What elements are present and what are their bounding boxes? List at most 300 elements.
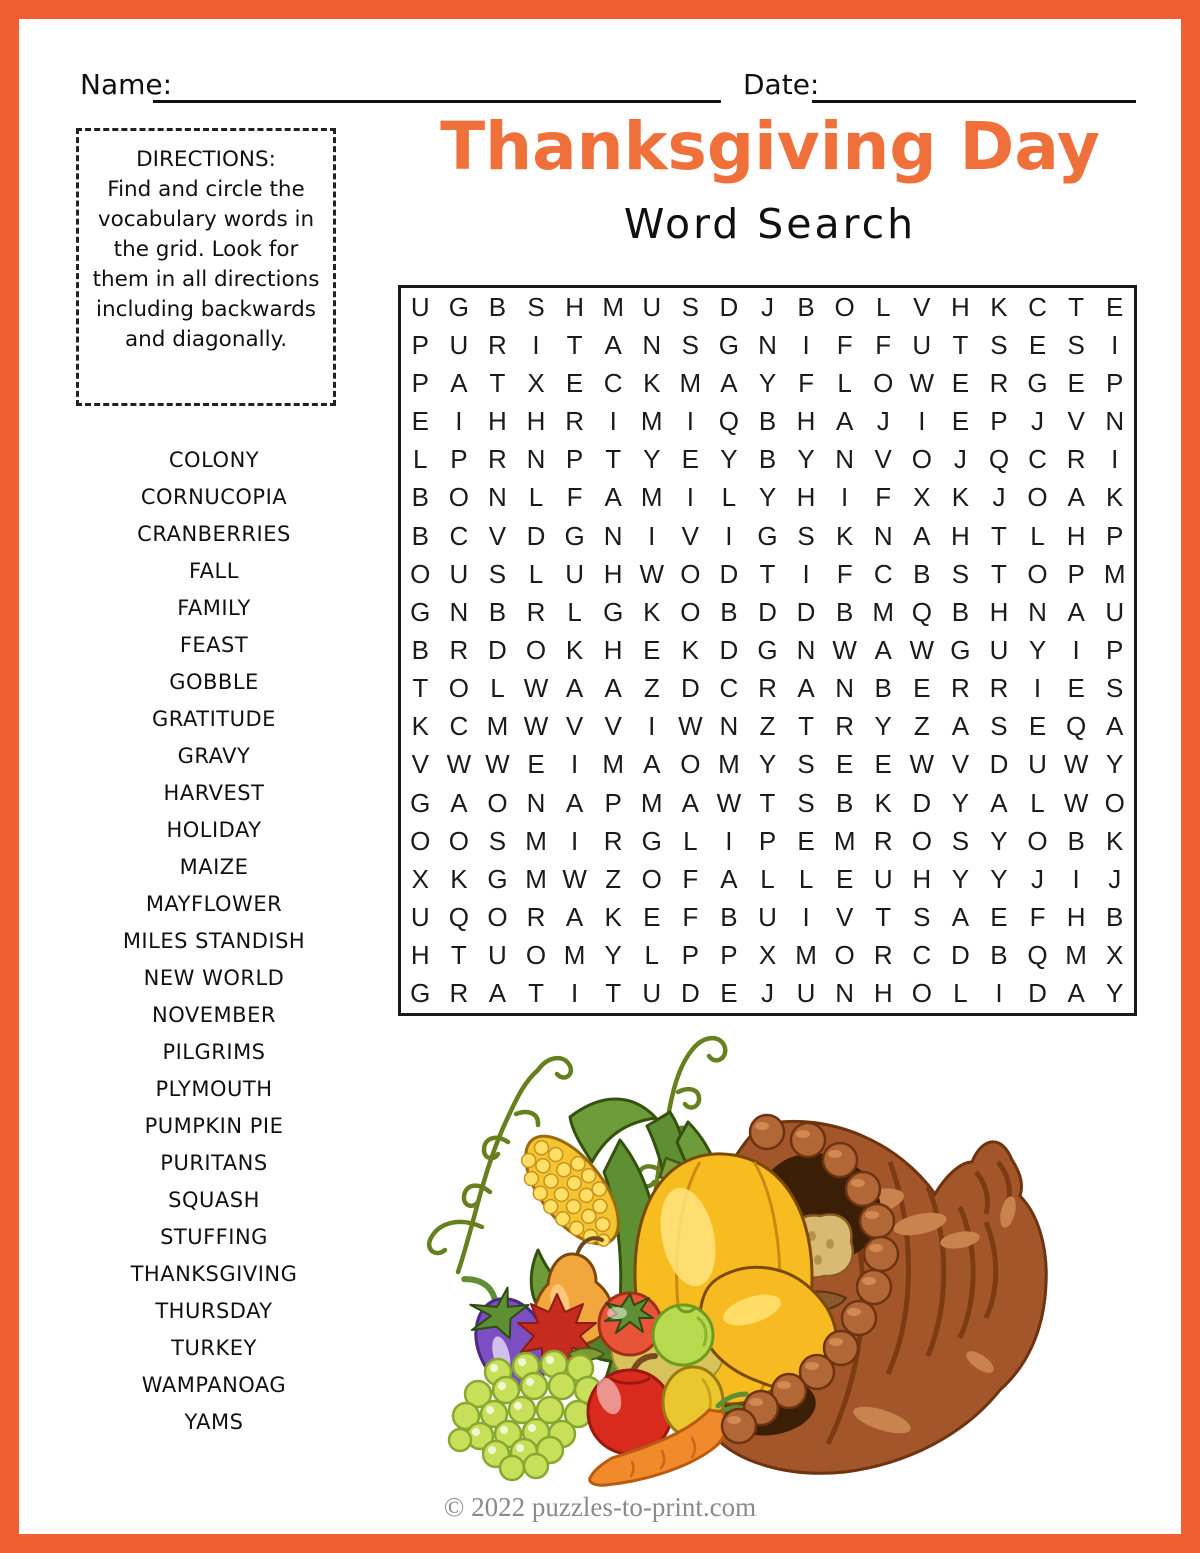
grid-cell-r3c9: A	[720, 367, 738, 398]
grid-cell-r12c19: A	[1106, 711, 1124, 742]
grid-cell-r18c11: M	[795, 940, 817, 971]
grid-cell-r4c18: V	[1067, 406, 1085, 437]
grid-cell-r6c17: O	[1027, 482, 1048, 513]
grid-cell-r17c17: F	[1029, 902, 1046, 933]
grid-cell-r6c5: F	[566, 482, 583, 513]
grid-cell-r2c7: N	[642, 329, 662, 360]
grid-cell-r1c9: D	[719, 291, 739, 322]
grid-cell-r12c8: W	[678, 711, 703, 742]
grid-cell-r13c4: E	[527, 749, 545, 780]
grid-cell-r13c18: W	[1063, 749, 1089, 780]
grid-cell-r6c6: A	[604, 482, 622, 513]
grid-cell-r5c17: C	[1028, 444, 1047, 475]
word-list-item: SQUASH	[168, 1188, 260, 1212]
grid-cell-r9c15: B	[951, 596, 970, 627]
grid-cell-r17c9: B	[720, 902, 738, 933]
grid-cell-r8c8: O	[680, 558, 701, 589]
grid-cell-r10c7: E	[643, 634, 661, 665]
grid-cell-r9c4: R	[526, 596, 546, 627]
grid-cell-r19c5: I	[570, 978, 579, 1009]
grid-cell-r8c1: O	[410, 558, 431, 589]
grid-cell-r5c13: V	[874, 444, 892, 475]
grid-cell-r14c7: M	[640, 787, 663, 818]
grid-cell-r1c15: H	[950, 291, 970, 322]
grid-cell-r11c11: A	[797, 673, 815, 704]
grid-cell-r12c14: Z	[913, 711, 930, 742]
grid-cell-r1c10: J	[760, 291, 774, 322]
grid-cell-r12c3: M	[486, 711, 509, 742]
directions-box	[76, 128, 336, 406]
grid-cell-r1c6: M	[602, 291, 625, 322]
word-list-item: WAMPANOAG	[141, 1373, 287, 1397]
grid-cell-r5c6: T	[605, 444, 622, 475]
grid-cell-r10c19: P	[1106, 634, 1124, 665]
grid-cell-r19c19: Y	[1106, 978, 1124, 1009]
grid-cell-r3c16: R	[989, 367, 1009, 398]
word-list-item: YAMS	[184, 1410, 244, 1434]
date-label: Date:	[743, 68, 820, 101]
grid-cell-r6c13: F	[875, 482, 892, 513]
grid-cell-r4c8: I	[686, 406, 694, 437]
grid-cell-r5c12: N	[835, 444, 855, 475]
grid-cell-r3c3: T	[489, 367, 506, 398]
grid-cell-r17c16: E	[990, 902, 1008, 933]
grid-cell-r17c15: A	[951, 902, 970, 933]
grid-cell-r12c17: E	[1028, 711, 1047, 742]
grid-cell-r2c17: E	[1028, 329, 1047, 360]
grid-cell-r5c11: Y	[797, 444, 815, 475]
grid-cell-r5c10: B	[758, 444, 777, 475]
grid-cell-r14c12: B	[835, 787, 854, 818]
grid-cell-r1c5: H	[565, 291, 584, 322]
grapes-icon	[449, 1348, 604, 1480]
grid-cell-r6c19: K	[1106, 482, 1124, 513]
grid-cell-r6c14: X	[913, 482, 931, 513]
grid-cell-r11c12: N	[835, 673, 855, 704]
grid-cell-r11c1: T	[412, 673, 429, 704]
grid-cell-r11c15: R	[950, 673, 970, 704]
grid-cell-r8c17: O	[1027, 558, 1048, 589]
grid-cell-r4c10: B	[758, 406, 777, 437]
grid-cell-r8c5: U	[565, 558, 584, 589]
grid-cell-r2c3: R	[488, 329, 507, 360]
grid-cell-r3c4: X	[527, 367, 545, 398]
grid-cell-r17c11: I	[802, 902, 810, 933]
grid-cell-r1c4: S	[527, 291, 545, 322]
grid-cell-r7c14: A	[913, 520, 931, 551]
green-apple-icon	[653, 1305, 713, 1365]
grid-cell-r4c4: H	[526, 406, 546, 437]
grid-cell-r4c7: M	[640, 406, 663, 437]
grid-cell-r19c18: A	[1067, 978, 1085, 1009]
grid-cell-r13c19: Y	[1106, 749, 1124, 780]
grid-cell-r3c7: K	[643, 367, 661, 398]
word-list-item: CRANBERRIES	[137, 522, 291, 546]
word-list-item: STUFFING	[160, 1225, 268, 1249]
grid-cell-r2c16: S	[990, 329, 1008, 360]
word-list-item: COLONY	[168, 448, 260, 472]
grid-cell-r9c9: B	[720, 596, 738, 627]
grid-cell-r15c19: K	[1106, 825, 1124, 856]
grid-cell-r18c2: T	[450, 940, 467, 971]
grid-cell-r19c16: I	[995, 978, 1003, 1009]
grid-cell-r7c16: T	[991, 520, 1007, 551]
grid-cell-r7c15: H	[950, 520, 970, 551]
grid-cell-r9c17: N	[1028, 596, 1047, 627]
grid-cell-r14c5: A	[565, 787, 584, 818]
grid-cell-r10c9: D	[719, 634, 739, 665]
grid-cell-r7c18: H	[1066, 520, 1086, 551]
grid-cell-r8c16: T	[991, 558, 1007, 589]
grid-cell-r17c2: Q	[448, 902, 469, 933]
grid-cell-r18c8: P	[681, 940, 699, 971]
grid-cell-r15c17: O	[1027, 825, 1048, 856]
grid-cell-r4c6: I	[609, 406, 617, 437]
grid-cell-r3c14: W	[909, 367, 935, 398]
grid-cell-r9c7: K	[643, 596, 661, 627]
grid-cell-r12c16: S	[990, 711, 1008, 742]
grid-cell-r18c15: D	[950, 940, 970, 971]
grid-cell-r17c7: E	[643, 902, 661, 933]
grid-cell-r1c19: E	[1106, 291, 1124, 322]
grid-cell-r5c3: R	[488, 444, 507, 475]
grid-cell-r5c9: Y	[720, 444, 738, 475]
grid-cell-r3c8: M	[679, 367, 702, 398]
grid-cell-r17c12: V	[835, 902, 854, 933]
grid-cell-r10c10: G	[757, 634, 778, 665]
grid-cell-r9c18: A	[1067, 596, 1085, 627]
grid-cell-r13c17: U	[1028, 749, 1047, 780]
grid-cell-r3c12: L	[837, 367, 852, 398]
grid-cell-r10c5: K	[565, 634, 584, 665]
cornucopia-illustration	[420, 1022, 1050, 1487]
grid-cell-r10c1: B	[411, 634, 429, 665]
date-blank-line	[812, 68, 1136, 103]
grid-cell-r16c17: J	[1031, 863, 1045, 894]
grid-cell-r17c3: O	[487, 902, 508, 933]
grid-cell-r13c5: I	[570, 749, 579, 780]
grid-cell-r2c18: S	[1067, 329, 1085, 360]
grid-cell-r16c4: M	[525, 863, 547, 894]
word-list-item: FAMILY	[177, 596, 251, 620]
grid-cell-r4c16: P	[990, 406, 1008, 437]
grid-cell-r6c18: A	[1067, 482, 1085, 513]
grid-cell-r1c12: O	[834, 291, 855, 322]
grid-cell-r14c19: O	[1104, 787, 1125, 818]
grid-cell-r18c18: M	[1065, 940, 1087, 971]
grid-cell-r13c13: E	[874, 749, 892, 780]
grid-cell-r9c12: B	[835, 596, 854, 627]
grid-cell-r6c4: L	[528, 482, 544, 513]
grid-cell-r10c13: A	[874, 634, 892, 665]
grid-cell-r2c8: S	[681, 329, 699, 360]
grid-cell-r19c4: T	[528, 978, 544, 1009]
grid-cell-r12c18: Q	[1066, 711, 1087, 742]
grid-cell-r17c13: T	[875, 902, 892, 933]
grid-cell-r6c16: J	[992, 482, 1006, 513]
grid-cell-r14c15: Y	[951, 787, 970, 818]
grid-cell-r16c3: G	[487, 863, 508, 894]
grid-cell-r14c6: P	[604, 787, 622, 818]
grid-cell-r7c11: S	[797, 520, 815, 551]
grid-cell-r2c9: G	[718, 329, 740, 360]
grid-cell-r12c4: W	[523, 711, 549, 742]
grid-cell-r15c5: I	[570, 825, 579, 856]
grid-cell-r19c14: O	[911, 978, 932, 1009]
grid-cell-r16c13: U	[873, 863, 893, 894]
grid-cell-r15c10: P	[758, 825, 777, 856]
grid-cell-r12c9: N	[719, 711, 739, 742]
word-list-item: GOBBLE	[169, 670, 259, 694]
grid-cell-r10c2: R	[449, 634, 469, 665]
grid-cell-r18c9: P	[720, 940, 738, 971]
grid-cell-r15c1: O	[410, 825, 431, 856]
grid-cell-r4c15: E	[951, 406, 970, 437]
grid-cell-r15c11: E	[797, 825, 815, 856]
grid-cell-r19c12: N	[835, 978, 855, 1009]
grid-cell-r14c11: S	[797, 787, 815, 818]
grid-cell-r14c8: A	[681, 787, 699, 818]
grid-cell-r14c1: G	[410, 787, 431, 818]
name-label: Name:	[80, 68, 173, 101]
grid-cell-r6c11: H	[796, 482, 816, 513]
directions-text: Find and circle the vocabulary words in the grid. Look for them in all directions including backwards and diagonally.	[92, 177, 320, 352]
grid-cell-r2c6: A	[604, 329, 622, 360]
grid-cell-r6c10: Y	[758, 482, 777, 513]
grid-cell-r15c13: R	[873, 825, 893, 856]
grid-cell-r10c12: W	[832, 634, 857, 665]
grid-cell-r13c7: A	[643, 749, 661, 780]
grid-cell-r3c17: G	[1027, 367, 1048, 398]
grid-cell-r7c4: D	[526, 520, 546, 551]
grid-cell-r12c2: C	[449, 711, 469, 742]
grid-cell-r8c13: C	[873, 558, 893, 589]
grid-cell-r7c5: G	[564, 520, 585, 551]
grid-cell-r16c9: A	[720, 863, 738, 894]
grid-cell-r13c6: M	[602, 749, 625, 780]
grid-cell-r11c9: C	[719, 673, 739, 704]
grid-cell-r18c16: B	[990, 940, 1008, 971]
grid-cell-r12c7: I	[648, 711, 656, 742]
grid-cell-r13c3: W	[485, 749, 510, 780]
grid-cell-r14c2: A	[450, 787, 468, 818]
grid-cell-r8c10: T	[759, 558, 776, 589]
grid-cell-r11c3: L	[490, 673, 505, 704]
word-list-item: NOVEMBER	[152, 1003, 276, 1027]
grid-cell-r14c14: D	[912, 787, 932, 818]
name-blank-line	[153, 68, 721, 103]
grid-cell-r14c3: O	[487, 787, 508, 818]
grid-cell-r8c6: H	[603, 558, 623, 589]
grid-cell-r12c15: A	[951, 711, 970, 742]
grid-cell-r7c19: P	[1106, 520, 1124, 551]
grid-cell-r1c2: G	[448, 291, 469, 322]
grid-cell-r18c14: C	[912, 940, 932, 971]
grid-cell-r5c7: Y	[643, 444, 661, 475]
word-list-item: MAIZE	[179, 855, 249, 879]
grid-cell-r5c19: I	[1111, 444, 1119, 475]
word-search-grid	[398, 285, 1137, 1016]
grid-cell-r16c16: Y	[990, 863, 1008, 894]
grid-cell-r13c10: Y	[758, 749, 777, 780]
directions-heading: DIRECTIONS:	[136, 147, 276, 172]
grid-cell-r18c13: R	[873, 940, 893, 971]
grid-cell-r15c3: S	[488, 825, 507, 856]
grid-cell-r9c1: G	[410, 596, 431, 627]
word-list-item: PLYMOUTH	[155, 1077, 273, 1101]
grid-cell-r17c5: A	[565, 902, 584, 933]
grid-cell-r2c11: I	[802, 329, 810, 360]
grid-cell-r11c8: D	[680, 673, 700, 704]
grid-cell-r9c2: N	[449, 596, 469, 627]
grid-cell-r13c16: D	[989, 749, 1009, 780]
grid-cell-r4c12: A	[835, 406, 854, 437]
grid-cell-r10c18: I	[1072, 634, 1080, 665]
grid-cell-r7c6: N	[603, 520, 623, 551]
grid-cell-r4c19: N	[1105, 406, 1125, 437]
grid-cell-r13c11: S	[797, 749, 815, 780]
grid-cell-r15c15: S	[951, 825, 970, 856]
grid-cell-r12c13: Y	[874, 711, 892, 742]
grid-cell-r2c19: I	[1111, 329, 1119, 360]
grid-cell-r4c14: I	[918, 406, 926, 437]
word-list-item: THANKSGIVING	[130, 1262, 298, 1286]
grid-cell-r13c12: E	[835, 749, 854, 780]
grid-cell-r5c5: P	[565, 444, 584, 475]
grid-cell-r5c14: O	[911, 444, 932, 475]
word-list-item: GRATITUDE	[152, 707, 276, 731]
grid-cell-r18c19: X	[1106, 940, 1124, 971]
grid-cell-r2c2: U	[449, 329, 469, 360]
grid-cell-r9c6: G	[603, 596, 624, 627]
grid-cell-r16c8: F	[682, 863, 699, 894]
grid-cell-r8c11: I	[802, 558, 810, 589]
grid-cell-r11c19: S	[1106, 673, 1124, 704]
grid-cell-r18c3: U	[488, 940, 507, 971]
grid-cell-r3c19: P	[1106, 367, 1124, 398]
grid-cell-r18c4: O	[525, 940, 547, 971]
grid-cell-r18c7: L	[644, 940, 659, 971]
grid-cell-r14c18: W	[1063, 787, 1089, 818]
grid-cell-r16c1: X	[411, 863, 429, 894]
grid-cell-r12c10: Z	[759, 711, 776, 742]
word-list-item: FALL	[189, 559, 239, 583]
grid-cell-r10c14: W	[909, 634, 935, 665]
grid-cell-r4c9: Q	[718, 406, 740, 437]
grid-cell-r4c2: I	[455, 406, 463, 437]
grid-cell-r6c9: L	[721, 482, 737, 513]
grid-cell-r9c11: D	[796, 596, 816, 627]
grid-cell-r19c3: A	[488, 978, 507, 1009]
grid-cell-r11c14: E	[913, 673, 931, 704]
grid-cell-r11c16: R	[989, 673, 1009, 704]
page-title: Thanksgiving Day	[440, 108, 1100, 185]
grid-cell-r7c1: B	[411, 520, 429, 551]
grid-cell-r5c16: Q	[988, 444, 1010, 475]
grid-cell-r1c3: B	[488, 291, 507, 322]
grid-cell-r8c9: D	[719, 558, 739, 589]
grid-cell-r4c11: H	[796, 406, 816, 437]
grid-cell-r9c19: U	[1105, 596, 1125, 627]
grid-cell-r11c5: A	[565, 673, 584, 704]
grid-cell-r8c19: M	[1103, 558, 1126, 589]
grid-cell-r3c6: C	[603, 367, 623, 398]
grid-cell-r12c11: T	[798, 711, 815, 742]
grid-cell-r13c2: W	[446, 749, 472, 780]
grid-cell-r5c1: L	[413, 444, 428, 475]
grid-cell-r2c14: U	[912, 329, 932, 360]
grid-cell-r8c3: S	[488, 558, 507, 589]
grid-cell-r7c3: V	[488, 520, 507, 551]
grid-cell-r13c9: M	[718, 749, 740, 780]
grid-cell-r8c18: P	[1067, 558, 1085, 589]
word-list-item: FEAST	[179, 633, 249, 657]
grid-cell-r19c11: U	[796, 978, 816, 1009]
grid-cell-r13c8: O	[680, 749, 701, 780]
grid-cell-r16c15: Y	[951, 863, 970, 894]
grid-cell-r10c4: O	[525, 634, 547, 665]
grid-cell-r15c14: O	[911, 825, 932, 856]
grid-cell-r8c7: W	[639, 558, 665, 589]
grid-cell-r12c6: V	[604, 711, 622, 742]
grid-cell-r10c8: K	[681, 634, 699, 665]
word-list-item: HARVEST	[163, 781, 265, 805]
grid-cell-r11c6: A	[604, 673, 622, 704]
grid-cell-r8c14: B	[913, 558, 931, 589]
grid-cell-r11c17: I	[1033, 673, 1042, 704]
grid-cell-r1c16: K	[990, 291, 1008, 322]
grid-cell-r7c17: L	[1030, 520, 1045, 551]
word-list-item: MILES STANDISH	[122, 929, 306, 953]
grid-cell-r9c16: H	[989, 596, 1009, 627]
grid-cell-r14c17: L	[1030, 787, 1045, 818]
grid-cell-r12c1: K	[411, 711, 429, 742]
grid-cell-r11c7: Z	[643, 673, 660, 704]
grid-cell-r11c2: O	[448, 673, 469, 704]
grid-cell-r16c5: W	[562, 863, 587, 894]
grid-cell-r6c2: O	[448, 482, 469, 513]
grid-cell-r14c9: W	[716, 787, 742, 818]
grid-cell-r17c14: S	[913, 902, 931, 933]
grid-cell-r7c13: N	[873, 520, 893, 551]
grid-cell-r2c10: N	[758, 329, 777, 360]
grid-cell-r6c15: K	[951, 482, 970, 513]
word-list-item: HOLIDAY	[166, 818, 262, 842]
grid-cell-r11c4: W	[523, 673, 549, 704]
word-list-item: CORNUCOPIA	[140, 485, 288, 509]
grid-cell-r11c10: R	[758, 673, 777, 704]
grid-cell-r3c13: O	[873, 367, 894, 398]
grid-cell-r9c3: B	[488, 596, 507, 627]
grid-cell-r3c1: P	[411, 367, 429, 398]
grid-cell-r9c14: Q	[911, 596, 932, 627]
grid-cell-r13c14: W	[909, 749, 935, 780]
grid-cell-r15c4: M	[525, 825, 547, 856]
grid-cell-r16c14: H	[912, 863, 932, 894]
grid-cell-r2c13: F	[875, 329, 892, 360]
word-list-item: PUMPKIN PIE	[144, 1114, 284, 1138]
grid-cell-r16c12: E	[835, 863, 854, 894]
grid-cell-r2c5: T	[566, 329, 583, 360]
grid-cell-r18c5: M	[563, 940, 586, 971]
grid-cell-r5c2: P	[450, 444, 468, 475]
grid-cell-r10c17: Y	[1028, 634, 1047, 665]
grid-cell-r18c17: Q	[1027, 940, 1048, 971]
grid-cell-r17c18: H	[1066, 902, 1086, 933]
grid-cell-r8c12: F	[836, 558, 853, 589]
grid-cell-r9c13: M	[872, 596, 895, 627]
word-list-item: NEW WORLD	[143, 966, 285, 990]
